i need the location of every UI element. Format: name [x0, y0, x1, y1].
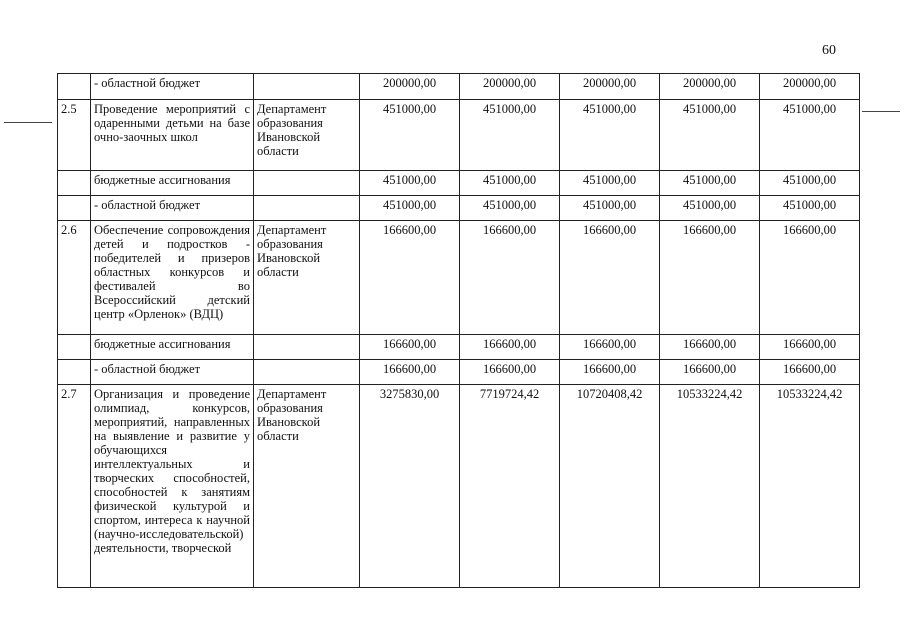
row-organization: Департамент образования Ивановской области — [254, 221, 360, 335]
scan-mark-right — [862, 111, 900, 112]
row-number — [58, 335, 91, 360]
table-row — [58, 74, 860, 100]
row-description: - областной бюджет — [91, 74, 254, 100]
value-cell: 166600,00 — [760, 360, 860, 385]
value-cell: 166600,00 — [660, 221, 760, 335]
row-number: 2.7 — [58, 385, 91, 588]
value-cell: 166600,00 — [660, 335, 760, 360]
row-description: Обеспечение сопровождения детей и подростков - победителей и призеров областных конкурсов и фестивалей во Всероссийский детский центр «Орленок» (ВДЦ) — [91, 221, 254, 335]
row-organization — [254, 171, 360, 196]
value-cell: 10533224,42 — [760, 385, 860, 588]
row-description: Проведение мероприятий с одаренными детьми на базе очно-заочных школ — [91, 100, 254, 171]
value-cell: 451000,00 — [460, 171, 560, 196]
value-cell: 166600,00 — [360, 360, 460, 385]
value-cell: 166600,00 — [560, 360, 660, 385]
row-number — [58, 171, 91, 196]
value-cell: 451000,00 — [660, 100, 760, 171]
value-cell: 200000,00 — [460, 74, 560, 100]
page-number: 60 — [822, 43, 836, 58]
value-cell: 451000,00 — [760, 196, 860, 221]
value-cell: 451000,00 — [560, 196, 660, 221]
row-description: Организация и проведение олимпиад, конкурсов, мероприятий, направленных на выявление и развитие у обучающихся интеллектуальных и творческих способностей, способностей к занятиям физической культурой и спортом, интереса к научной (научно-исследовательской) деятельности, творческой — [91, 385, 254, 588]
value-cell: 166600,00 — [760, 335, 860, 360]
table-row — [58, 385, 860, 588]
value-cell: 451000,00 — [360, 196, 460, 221]
value-cell: 3275830,00 — [360, 385, 460, 588]
value-cell: 451000,00 — [760, 100, 860, 171]
row-description: - областной бюджет — [91, 196, 254, 221]
row-number: 2.5 — [58, 100, 91, 171]
value-cell: 200000,00 — [760, 74, 860, 100]
value-cell: 451000,00 — [460, 100, 560, 171]
value-cell: 451000,00 — [660, 196, 760, 221]
row-description: бюджетные ассигнования — [91, 335, 254, 360]
value-cell: 451000,00 — [560, 171, 660, 196]
table-row — [58, 196, 860, 221]
value-cell: 451000,00 — [360, 171, 460, 196]
row-organization — [254, 196, 360, 221]
row-number — [58, 360, 91, 385]
value-cell: 451000,00 — [360, 100, 460, 171]
table-row — [58, 100, 860, 171]
value-cell: 451000,00 — [460, 196, 560, 221]
table-row — [58, 360, 860, 385]
value-cell: 166600,00 — [460, 335, 560, 360]
value-cell: 200000,00 — [660, 74, 760, 100]
table-row — [58, 171, 860, 196]
table-row — [58, 335, 860, 360]
row-organization: Департамент образования Ивановской области — [254, 100, 360, 171]
value-cell: 451000,00 — [760, 171, 860, 196]
row-organization — [254, 335, 360, 360]
value-cell: 7719724,42 — [460, 385, 560, 588]
value-cell: 166600,00 — [460, 221, 560, 335]
value-cell: 10720408,42 — [560, 385, 660, 588]
row-organization: Департамент образования Ивановской области — [254, 385, 360, 588]
budget-table — [57, 73, 860, 588]
scan-mark-left — [4, 122, 52, 123]
value-cell: 166600,00 — [460, 360, 560, 385]
value-cell: 10533224,42 — [660, 385, 760, 588]
value-cell: 451000,00 — [660, 171, 760, 196]
row-number: 2.6 — [58, 221, 91, 335]
value-cell: 166600,00 — [660, 360, 760, 385]
row-description: - областной бюджет — [91, 360, 254, 385]
value-cell: 200000,00 — [560, 74, 660, 100]
value-cell: 451000,00 — [560, 100, 660, 171]
row-organization — [254, 74, 360, 100]
row-number — [58, 196, 91, 221]
value-cell: 166600,00 — [560, 335, 660, 360]
value-cell: 166600,00 — [560, 221, 660, 335]
table-row — [58, 221, 860, 335]
value-cell: 166600,00 — [760, 221, 860, 335]
value-cell: 200000,00 — [360, 74, 460, 100]
row-description: бюджетные ассигнования — [91, 171, 254, 196]
value-cell: 166600,00 — [360, 335, 460, 360]
row-number — [58, 74, 91, 100]
row-organization — [254, 360, 360, 385]
value-cell: 166600,00 — [360, 221, 460, 335]
